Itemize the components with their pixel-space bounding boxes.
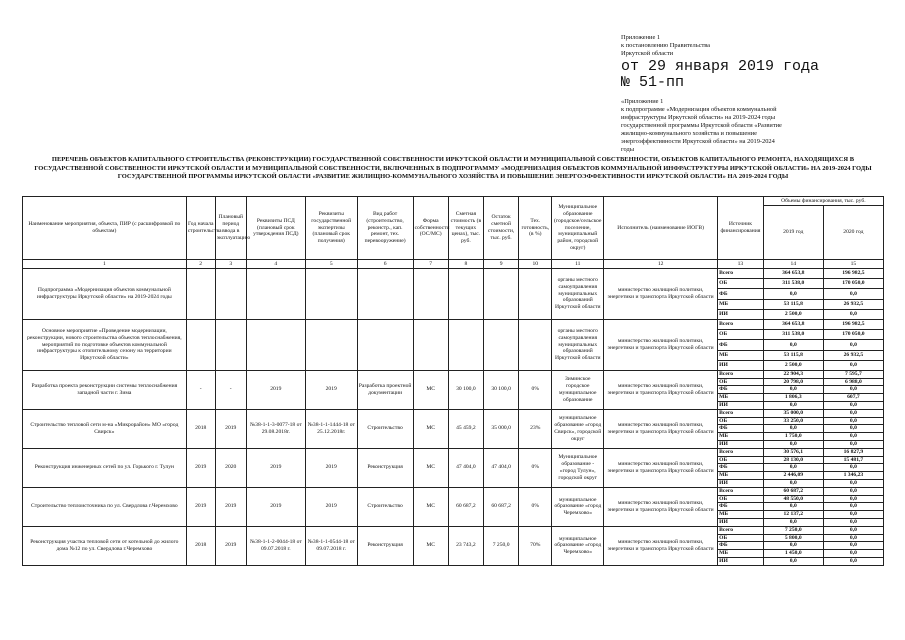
object-name: Основное мероприятие «Проведение модернизации, реконструкции, нового строительства объектов теплоснабжения, мероприятий по подготовке объектов коммунальной инфраструктуры к отопительному сезону на территории Иркутской области» [23, 319, 187, 370]
fin-2019: 364 653,8 [763, 319, 823, 329]
remaining-cost: 60 687,2 [484, 487, 519, 526]
appendix-line: государственной программы Иркутской области «Развитие [621, 122, 782, 129]
fin-2019: 0,0 [763, 425, 823, 433]
fin-2019: 60 687,2 [763, 487, 823, 495]
fin-2019: 0,0 [763, 386, 823, 394]
source: Всего [718, 487, 764, 495]
col-number: 15 [823, 260, 883, 269]
commission-year: 2019 [215, 526, 246, 565]
col-number: 1 [23, 260, 187, 269]
fin-2019: 0,0 [763, 340, 823, 350]
fin-2020: 16 827,9 [823, 448, 883, 456]
objects-table [22, 196, 884, 566]
col-header-estimate: Сметная стоимость (в текущих ценах), тыс. руб. [448, 197, 483, 260]
fin-2020: 0,0 [823, 386, 883, 394]
col-header-commission: Плановый период ввода в эксплуатацию [215, 197, 246, 260]
commission-year: 2019 [215, 409, 246, 448]
fin-2019: 0,0 [763, 289, 823, 299]
commission-year [215, 319, 246, 370]
fin-2020: 7 595,7 [823, 370, 883, 378]
col-header-start-year: Год начала строительства [186, 197, 215, 260]
source: ОБ [718, 417, 764, 425]
fin-2019: 2 500,0 [763, 360, 823, 370]
source: МБ [718, 350, 764, 360]
executor: министерство жилищной политики, энергетики и транспорта Иркутской области [604, 370, 718, 409]
expertise-details: 2019 [305, 448, 357, 487]
table-body [23, 269, 884, 566]
fin-2019: 0,0 [763, 542, 823, 550]
psd-details: №38-1-1-2-0044-18 от 09.07.2018 г. [246, 526, 305, 565]
estimate-cost: 60 687,2 [448, 487, 483, 526]
source: ОБ [718, 279, 764, 289]
commission-year: 2020 [215, 448, 246, 487]
ownership: МС [413, 448, 448, 487]
col-number: 10 [519, 260, 552, 269]
expertise-details: 2019 [305, 487, 357, 526]
header-row [23, 197, 884, 206]
fin-2019: 33 250,0 [763, 417, 823, 425]
fin-2019: 30 576,1 [763, 448, 823, 456]
col-number: 14 [763, 260, 823, 269]
fin-2019: 1 806,3 [763, 394, 823, 402]
fin-2020: 0,0 [823, 441, 883, 449]
table-row [23, 409, 884, 417]
fin-2019: 7 250,0 [763, 526, 823, 534]
col-number: 7 [413, 260, 448, 269]
col-number: 5 [305, 260, 357, 269]
appendix-line: энергоэффективности Иркутской области» на 2019-2024 [621, 138, 775, 145]
document-title: ПЕРЕЧЕНЬ ОБЪЕКТОВ КАПИТАЛЬНОГО СТРОИТЕЛЬСТВА (РЕКОНСТРУКЦИИ) ГОСУДАРСТВЕННОЙ СОБСТВЕННОСТИ ИРКУТСКОЙ ОБЛАСТИ И МУНИЦИПАЛЬНОЙ СОБСТВЕННОСТИ, ОБЪЕКТОВ КАПИТАЛЬНОГО РЕМОНТА, НАХОДЯЩИХСЯ В ГОСУДАРСТВЕННОЙ СОБСТВЕННОСТИ ИРКУТСКОЙ ОБЛАСТИ И МУНИЦИПАЛЬНОЙ СОБСТВЕННОСТИ, ВКЛЮЧЕННЫХ В ПОДПРОГРАММУ «МОДЕРНИЗАЦИЯ ОБЪЕКТОВ КОММУНАЛЬНОЙ ИНФРАСТРУКТУРЫ ИРКУТСКОЙ ОБЛАСТИ» НА 2019-2024 ГОДЫ ГОСУДАРСТВЕННОЙ ПРОГРАММЫ ИРКУТСКОЙ ОБЛАСТИ «РАЗВИТИЕ ЖИЛИЩНО-КОММУНАЛЬНОГО ХОЗЯЙСТВА И ПОВЫШЕНИЕ ЭНЕРГОЭФФЕКТИВНОСТИ ИРКУТСКОЙ ОБЛАСТИ» НА 2019-2024 ГОДЫ [34, 156, 872, 180]
col-header-2020: 2020 год [823, 206, 883, 260]
appendix-line: к подпрограмме «Модернизация объектов коммунальной [621, 106, 777, 113]
fin-2019: 0,0 [763, 441, 823, 449]
appendix-line: жилищно-коммунального хозяйства и повышение [621, 130, 757, 137]
expertise-details: 2019 [305, 370, 357, 409]
ownership: МС [413, 370, 448, 409]
fin-2019: 0,0 [763, 402, 823, 410]
fin-2020: 0,0 [823, 480, 883, 488]
expertise-details [305, 319, 357, 370]
expertise-details [305, 269, 357, 320]
col-header-readiness: Тех. готовность, (в %) [519, 197, 552, 260]
fin-2020: 0,0 [823, 433, 883, 441]
estimate-cost [448, 319, 483, 370]
ownership: МС [413, 526, 448, 565]
fin-2019: 22 904,3 [763, 370, 823, 378]
appendix-line: «Приложение 1 [621, 98, 664, 105]
fin-2020: 170 050,0 [823, 279, 883, 289]
col-header-2019: 2019 год [763, 206, 823, 260]
fin-2020: 0,0 [823, 417, 883, 425]
estimate-cost: 45 459,2 [448, 409, 483, 448]
stamp-date: от 29 января 2019 года [621, 58, 820, 75]
col-header-executor: Исполнитель (наименование ИОГВ) [604, 197, 718, 260]
fin-2020: 1 346,23 [823, 472, 883, 480]
fin-2019: 0,0 [763, 519, 823, 527]
source: ФБ [718, 542, 764, 550]
table-row [23, 448, 884, 456]
source: ФБ [718, 340, 764, 350]
fin-2020: 26 932,5 [823, 350, 883, 360]
work-type [357, 319, 413, 370]
executor: министерство жилищной политики, энергетики и транспорта Иркутской области [604, 319, 718, 370]
start-year: 2018 [186, 409, 215, 448]
fin-2020: 170 050,0 [823, 330, 883, 340]
fin-2019: 53 115,8 [763, 299, 823, 309]
source: ФБ [718, 503, 764, 511]
header-line-2: к постановлению Правительства [621, 42, 711, 49]
header-line-3: Иркутской области [621, 50, 674, 57]
header-line-1: Приложение 1 [621, 34, 661, 41]
municipality: Зиминское городское муниципальное образование [552, 370, 604, 409]
work-type: Строительство [357, 487, 413, 526]
source: Всего [718, 319, 764, 329]
fin-2019: 5 800,0 [763, 534, 823, 542]
col-number: 3 [215, 260, 246, 269]
col-number: 11 [552, 260, 604, 269]
municipality: Муниципальное образование - «город Тулун», городской округ [552, 448, 604, 487]
col-header-work-type: Вид работ (строительство, реконстр., кап. ремонт, тех. перевооружение) [357, 197, 413, 260]
fin-2020: 15 481,7 [823, 456, 883, 464]
municipality: муниципальное образование «город Свирск», городской округ [552, 409, 604, 448]
ownership: МС [413, 409, 448, 448]
fin-2019: 48 550,0 [763, 495, 823, 503]
source: ИИ [718, 519, 764, 527]
readiness: 0% [519, 448, 552, 487]
fin-2020: 0,0 [823, 526, 883, 534]
source: ОБ [718, 534, 764, 542]
source: МБ [718, 550, 764, 558]
remaining-cost: 35 000,0 [484, 409, 519, 448]
psd-details: №38-1-1-3-0077-18 от 29.08.2018г. [246, 409, 305, 448]
fin-2020: 0,0 [823, 487, 883, 495]
col-number: 6 [357, 260, 413, 269]
readiness: 23% [519, 409, 552, 448]
fin-2020: 0,0 [823, 503, 883, 511]
object-name: Разработка проекта реконструкции системы теплоснабжения западной части г. Зима [23, 370, 187, 409]
fin-2020: 0,0 [823, 402, 883, 410]
source: ФБ [718, 386, 764, 394]
source: ФБ [718, 289, 764, 299]
source: ФБ [718, 425, 764, 433]
source: ИИ [718, 441, 764, 449]
executor: министерство жилищной политики, энергетики и транспорта Иркутской области [604, 409, 718, 448]
source: ИИ [718, 309, 764, 319]
fin-2020: 0,0 [823, 409, 883, 417]
expertise-details: №38-1-1-0544-18 от 09.07.2018 г. [305, 526, 357, 565]
start-year: 2018 [186, 526, 215, 565]
fin-2020: 196 982,5 [823, 269, 883, 279]
estimate-cost: 23 743,2 [448, 526, 483, 565]
psd-details [246, 319, 305, 370]
estimate-cost: 47 404,0 [448, 448, 483, 487]
fin-2020: 0,0 [823, 495, 883, 503]
fin-2019: 2 500,0 [763, 309, 823, 319]
start-year: - [186, 370, 215, 409]
fin-2019: 0,0 [763, 503, 823, 511]
estimate-cost [448, 269, 483, 320]
readiness: 0% [519, 370, 552, 409]
fin-2020: 0,0 [823, 534, 883, 542]
executor: министерство жилищной политики, энергетики и транспорта Иркутской области [604, 526, 718, 565]
fin-2019: 0,0 [763, 464, 823, 472]
work-type: Реконструкция [357, 526, 413, 565]
executor: министерство жилищной политики, энергетики и транспорта Иркутской области [604, 269, 718, 320]
col-number: 2 [186, 260, 215, 269]
source: МБ [718, 433, 764, 441]
work-type: Строительство [357, 409, 413, 448]
source: ОБ [718, 378, 764, 386]
start-year [186, 269, 215, 320]
municipality: органы местного самоуправления муниципальных образований Иркутской области [552, 319, 604, 370]
source: ИИ [718, 558, 764, 566]
source: Всего [718, 448, 764, 456]
fin-2020: 607,7 [823, 394, 883, 402]
fin-2020: 0,0 [823, 360, 883, 370]
remaining-cost [484, 269, 519, 320]
commission-year: 2019 [215, 487, 246, 526]
source: ОБ [718, 456, 764, 464]
appendix-line: инфраструктуры Иркутской области» на 2019-2024 годы [621, 114, 776, 121]
col-number: 9 [484, 260, 519, 269]
ownership [413, 319, 448, 370]
estimate-cost: 30 100,0 [448, 370, 483, 409]
ownership: МС [413, 487, 448, 526]
table-row [23, 269, 884, 279]
fin-2019: 0,0 [763, 480, 823, 488]
start-year: 2019 [186, 448, 215, 487]
col-header-expertise: Реквизиты государственной экспертизы (плановый срок получения) [305, 197, 357, 260]
fin-2019: 1 750,0 [763, 433, 823, 441]
object-name: Реконструкция участка тепловой сети от котельной до жилого дома №12 по ул. Свердлова г.Черемхово [23, 526, 187, 565]
source: Всего [718, 526, 764, 534]
column-numbers-row [23, 260, 884, 269]
executor: министерство жилищной политики, энергетики и транспорта Иркутской области [604, 448, 718, 487]
municipality: органы местного самоуправления муниципальных образований Иркутской области [552, 269, 604, 320]
col-header-ownership: Форма собственности (ОС/МС) [413, 197, 448, 260]
object-name: Подпрограмма «Модернизация объектов коммунальной инфраструктуры Иркутской области» на 2019-2024 годы [23, 269, 187, 320]
source: Всего [718, 269, 764, 279]
fin-2020: 0,0 [823, 340, 883, 350]
object-name: Строительство тепловой сети м-на «Микрорайон» МО «город Свирск» [23, 409, 187, 448]
psd-details: 2019 [246, 487, 305, 526]
work-type: Разработка проектной документации [357, 370, 413, 409]
fin-2020: 196 982,5 [823, 319, 883, 329]
fin-2020: 0,0 [823, 309, 883, 319]
fin-2019: 311 538,0 [763, 330, 823, 340]
start-year: 2019 [186, 487, 215, 526]
source: ОБ [718, 495, 764, 503]
executor: министерство жилищной политики, энергетики и транспорта Иркутской области [604, 487, 718, 526]
fin-2020: 6 988,0 [823, 378, 883, 386]
appendix-line: годы [621, 146, 635, 153]
object-name: Реконструкция инженерных сетей по ул. Горького г. Тулун [23, 448, 187, 487]
fin-2019: 20 798,0 [763, 378, 823, 386]
ownership [413, 269, 448, 320]
source: МБ [718, 299, 764, 309]
readiness [519, 269, 552, 320]
expertise-details: №38-1-1-1444-18 от 25.12.2018г. [305, 409, 357, 448]
fin-2020: 0,0 [823, 464, 883, 472]
table-row [23, 526, 884, 534]
work-type [357, 269, 413, 320]
col-header-psd: Реквизиты ПСД (плановый срок утверждения ПСД) [246, 197, 305, 260]
municipality: муниципальное образование «город Черемхово» [552, 526, 604, 565]
source: Всего [718, 370, 764, 378]
source: МБ [718, 511, 764, 519]
remaining-cost: 47 404,0 [484, 448, 519, 487]
fin-2020: 26 932,5 [823, 299, 883, 309]
appendix-note [621, 98, 891, 154]
col-number: 13 [718, 260, 764, 269]
commission-year [215, 269, 246, 320]
fin-2020: 0,0 [823, 519, 883, 527]
col-header-municipality: Муниципальное образование (городское/сельское поселение, муниципальный район, городской округ) [552, 197, 604, 260]
fin-2020: 0,0 [823, 511, 883, 519]
readiness [519, 319, 552, 370]
fin-2019: 2 446,09 [763, 472, 823, 480]
fin-2019: 28 130,0 [763, 456, 823, 464]
fin-2020: 0,0 [823, 289, 883, 299]
fin-2020: 0,0 [823, 558, 883, 566]
psd-details: 2019 [246, 448, 305, 487]
object-name: Строительство теплоисточника по ул. Свердлова г.Черемхово [23, 487, 187, 526]
fin-2019: 12 137,2 [763, 511, 823, 519]
source: ИИ [718, 480, 764, 488]
psd-details: 2019 [246, 370, 305, 409]
table-row [23, 370, 884, 378]
remaining-cost [484, 319, 519, 370]
readiness: 70% [519, 526, 552, 565]
remaining-cost: 7 250,0 [484, 526, 519, 565]
source: ОБ [718, 330, 764, 340]
fin-2020: 0,0 [823, 550, 883, 558]
source: ИИ [718, 360, 764, 370]
fin-2019: 1 450,0 [763, 550, 823, 558]
fin-2019: 53 115,8 [763, 350, 823, 360]
col-header-source: Источник финансирования [718, 197, 764, 260]
col-header-financing: Объемы финансирования, тыс. руб. [763, 197, 883, 206]
source: МБ [718, 472, 764, 480]
psd-details [246, 269, 305, 320]
fin-2020: 0,0 [823, 425, 883, 433]
work-type: Реконструкция [357, 448, 413, 487]
commission-year: - [215, 370, 246, 409]
col-header-remaining: Остаток сметной стоимости, тыс. руб. [484, 197, 519, 260]
remaining-cost: 30 100,0 [484, 370, 519, 409]
col-number: 12 [604, 260, 718, 269]
municipality: муниципальное образование «город Черемхово» [552, 487, 604, 526]
fin-2019: 364 653,8 [763, 269, 823, 279]
fin-2020: 0,0 [823, 542, 883, 550]
start-year [186, 319, 215, 370]
col-header-name: Наименование мероприятия, объекта, ПИР (с расшифровкой по объектам) [23, 197, 187, 260]
col-number: 4 [246, 260, 305, 269]
fin-2019: 0,0 [763, 558, 823, 566]
source: ФБ [718, 464, 764, 472]
fin-2019: 311 538,0 [763, 279, 823, 289]
table-row [23, 487, 884, 495]
source: ИИ [718, 402, 764, 410]
readiness: 0% [519, 487, 552, 526]
fin-2019: 35 000,0 [763, 409, 823, 417]
resolution-header [621, 34, 891, 154]
stamp-number: № 51-пп [621, 74, 685, 91]
source: Всего [718, 409, 764, 417]
col-number: 8 [448, 260, 483, 269]
table-row [23, 319, 884, 329]
source: МБ [718, 394, 764, 402]
